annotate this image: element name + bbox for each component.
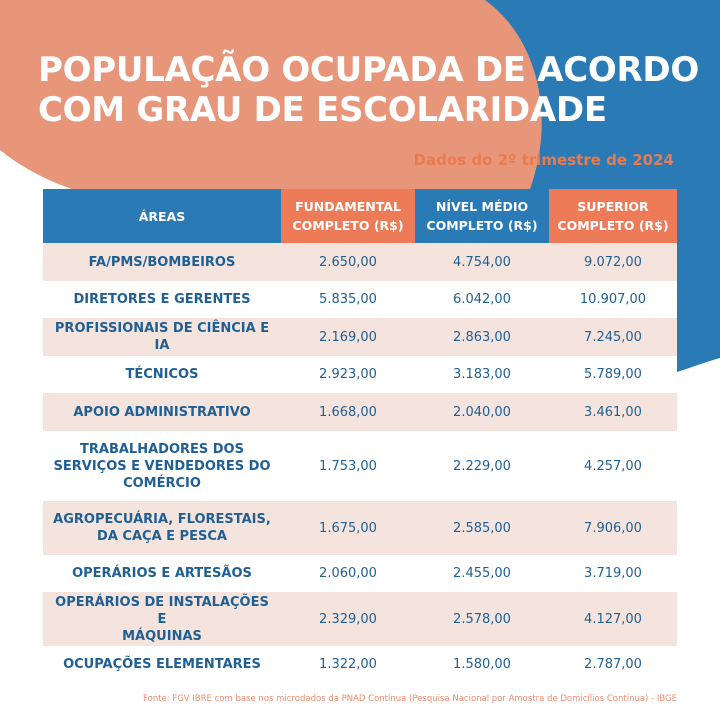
table-row (43, 646, 677, 683)
area-cell (43, 555, 281, 592)
area-cell (43, 243, 281, 281)
area-label-line: AGROPECUÁRIA, FLORESTAIS, (53, 512, 271, 527)
superior-value: 3.461,00 (549, 393, 677, 431)
area-label-line: DA CAÇA E PESCA (97, 529, 227, 544)
superior-value: 9.072,00 (549, 243, 677, 281)
header-fundamental-line-1: FUNDAMENTAL (295, 199, 401, 214)
header-superior (549, 189, 677, 243)
fundamental-value: 1.753,00 (281, 431, 415, 501)
area-label-line: OCUPAÇÕES ELEMENTARES (63, 657, 261, 672)
header-fundamental-line-2: COMPLETO (R$) (292, 218, 404, 233)
area-label-line: OPERÁRIOS DE INSTALAÇÕES E (55, 594, 269, 627)
area-label-line: OPERÁRIOS E ARTESÃOS (72, 566, 252, 581)
medio-value: 2.585,00 (415, 501, 549, 555)
medio-value: 3.183,00 (415, 356, 549, 393)
area-label-line: TRABALHADORES DOS (80, 441, 244, 457)
superior-value: 3.719,00 (549, 555, 677, 592)
subtitle: Dados do 2º trimestre de 2024 (413, 151, 674, 169)
medio-value: 6.042,00 (415, 281, 549, 318)
table-row (43, 592, 677, 646)
medio-value: 2.040,00 (415, 393, 549, 431)
fundamental-value: 2.329,00 (281, 592, 415, 646)
salary-table (43, 189, 677, 683)
superior-value: 7.906,00 (549, 501, 677, 555)
fundamental-value: 2.060,00 (281, 555, 415, 592)
superior-value: 5.789,00 (549, 356, 677, 393)
area-cell (43, 281, 281, 318)
area-label-line: TÉCNICOS (125, 367, 199, 382)
header-row (43, 189, 677, 243)
header-fundamental (281, 189, 415, 243)
area-cell (43, 318, 281, 356)
medio-value: 2.455,00 (415, 555, 549, 592)
fundamental-value: 1.675,00 (281, 501, 415, 555)
header-medio-line-2: COMPLETO (R$) (426, 218, 538, 233)
table-row (43, 555, 677, 592)
area-cell (43, 356, 281, 393)
medio-value: 2.229,00 (415, 431, 549, 501)
header-areas: ÁREAS (43, 189, 281, 243)
header-superior-line-2: COMPLETO (R$) (557, 218, 669, 233)
table-row (43, 281, 677, 318)
fundamental-value: 1.668,00 (281, 393, 415, 431)
superior-value: 7.245,00 (549, 318, 677, 356)
table-row (43, 393, 677, 431)
fundamental-value: 2.923,00 (281, 356, 415, 393)
area-cell (43, 431, 281, 501)
header-superior-line-1: SUPERIOR (577, 199, 649, 214)
medio-value: 2.578,00 (415, 592, 549, 646)
fundamental-value: 2.169,00 (281, 318, 415, 356)
superior-value: 10.907,00 (549, 281, 677, 318)
fundamental-value: 1.322,00 (281, 646, 415, 683)
fundamental-value: 2.650,00 (281, 243, 415, 281)
superior-value: 4.127,00 (549, 592, 677, 646)
medio-value: 1.580,00 (415, 646, 549, 683)
title-line-1: POPULAÇÃO OCUPADA DE ACORDO (38, 50, 699, 90)
page-title (38, 50, 698, 130)
header-medio-line-1: NÍVEL MÉDIO (435, 199, 529, 214)
table-row (43, 356, 677, 393)
area-cell (43, 393, 281, 431)
area-label-line: DIRETORES E GERENTES (73, 292, 251, 307)
table-row (43, 318, 677, 356)
superior-value: 4.257,00 (549, 431, 677, 501)
table-body (43, 243, 677, 683)
area-label-line: PROFISSIONAIS DE CIÊNCIA E IA (54, 321, 270, 353)
source-note: Fonte: FGV IBRE com base nos microdados da PNAD Contínua (Pesquisa Nacional por Amostra de Domicílios Contínua) - IBGE (143, 694, 677, 704)
area-label-line: APOIO ADMINISTRATIVO (73, 404, 251, 420)
fundamental-value: 5.835,00 (281, 281, 415, 318)
area-cell (43, 646, 281, 683)
table-row (43, 243, 677, 281)
area-label-line: MÁQUINAS (122, 628, 202, 644)
area-label-line: FA/PMS/BOMBEIROS (88, 254, 236, 270)
area-label-line: COMÉRCIO (123, 475, 201, 491)
area-cell (43, 592, 281, 646)
medio-value: 2.863,00 (415, 318, 549, 356)
table-row (43, 501, 677, 555)
area-cell (43, 501, 281, 555)
area-label-line: SERVIÇOS E VENDEDORES DO (53, 458, 271, 474)
medio-value: 4.754,00 (415, 243, 549, 281)
superior-value: 2.787,00 (549, 646, 677, 683)
header-medio (415, 189, 549, 243)
table-row (43, 431, 677, 501)
title-line-2: COM GRAU DE ESCOLARIDADE (38, 90, 607, 130)
